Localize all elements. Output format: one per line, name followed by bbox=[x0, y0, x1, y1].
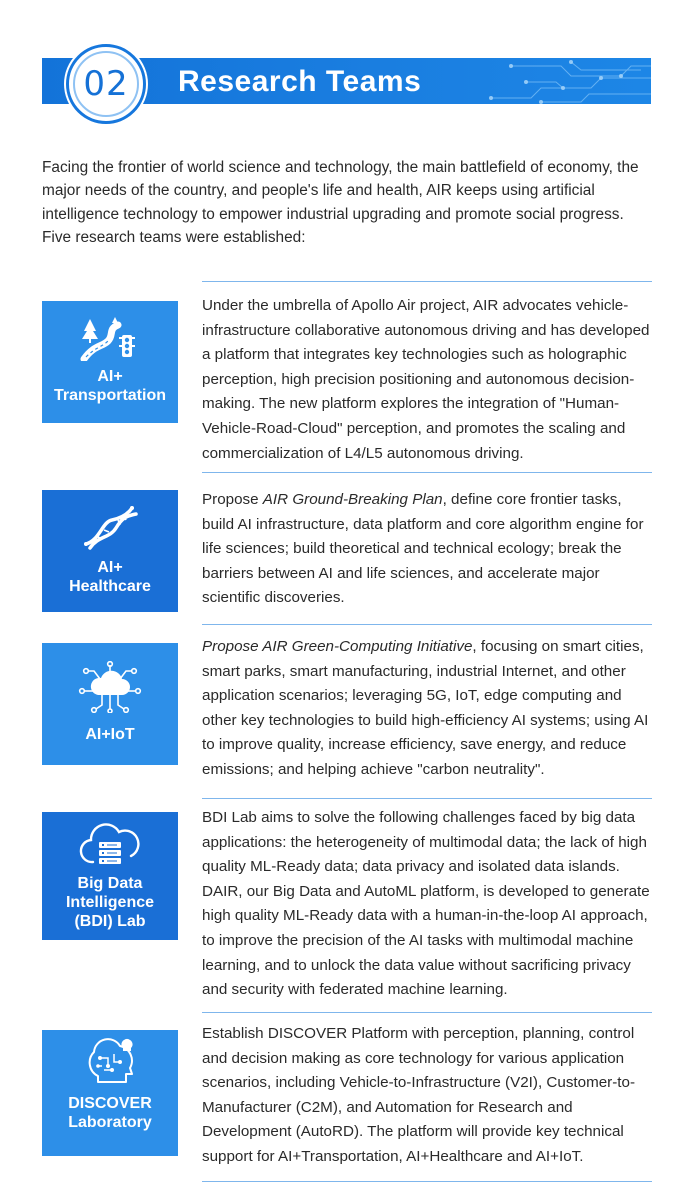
team-description-discover: Establish DISCOVER Platform with perception, planning, control and decision making as core technology for various application scenarios, including Vehicle-to-Infrastructure (V2I), Customer-to-Manufacturer (C2M), and Automation for Research and Development (AutoRD). The platform will provide key technical support for AI+Transportation, AI+Healthcare and AI+IoT. bbox=[202, 1025, 636, 1165]
team-description-iot: Propose AIR Green-Computing Initiative, focusing on smart cities, smart parks, smart manufacturing, industrial Internet, and other application scenarios; leveraging 5G, IoT, edge computing and other key technologies to build high-efficiency AI systems; using AI to improve quality, increase efficiency, save energy, and reduce emissions; and helping achieve "carbon neutrality". bbox=[202, 638, 649, 778]
team-label: Big Data Intelligence (BDI) Lab bbox=[65, 875, 155, 930]
team-description-bdi-lab: BDI Lab aims to solve the following challenges faced by big data applications: the heterogeneity of multimodal data; the lack of high quality ML-Ready data; data privacy and isolated data islands. DAIR, our Big Data and AutoML platform, is developed to generate high quality ML-Ready data with a human-in-the-loop AI approach, to improve the precision of the AI tasks with multimodal machine learning, and to unlock the data value without sacrificing privacy and security with federated machine learning. bbox=[202, 809, 650, 999]
divider bbox=[202, 281, 652, 282]
team-card-healthcare bbox=[42, 490, 178, 612]
section-number: 02 bbox=[83, 64, 129, 104]
divider bbox=[202, 1181, 652, 1182]
divider bbox=[202, 624, 652, 625]
brain-circuit-icon bbox=[80, 1038, 140, 1088]
section-number-badge bbox=[64, 42, 148, 126]
team-description-healthcare: Propose AIR Ground-Breaking Plan, define core frontier tasks, build AI infrastructure, data platform and core algorithm engine for life sciences; build theoretical and technical ecology; break the barriers between AI and life sciences, and accelerate major scientific discoveries. bbox=[202, 491, 644, 607]
circuit-pattern-icon bbox=[471, 58, 651, 104]
team-card-discover bbox=[42, 1030, 178, 1156]
divider bbox=[202, 798, 652, 799]
dna-icon bbox=[80, 504, 140, 552]
team-card-bdi-lab bbox=[42, 812, 178, 940]
team-card-transportation bbox=[42, 301, 178, 423]
team-card-iot bbox=[42, 643, 178, 765]
intro-paragraph: Facing the frontier of world science and technology, the main battlefield of economy, the major needs of the country, and people's life and health, AIR keeps using artificial intelligence technology to empower industrial upgrading and promote social progress. Five research teams were established: bbox=[42, 159, 639, 247]
team-label: AI+IoT bbox=[85, 726, 135, 743]
team-label: AI+ Healthcare bbox=[69, 559, 151, 595]
cloud-server-icon bbox=[79, 822, 141, 868]
autonomous-road-icon bbox=[78, 315, 142, 361]
cloud-network-icon bbox=[78, 661, 142, 713]
divider bbox=[202, 1012, 652, 1013]
team-label: DISCOVER Laboratory bbox=[68, 1095, 152, 1131]
divider bbox=[202, 472, 652, 473]
section-title: Research Teams bbox=[178, 65, 422, 98]
team-label: AI+ Transportation bbox=[53, 368, 166, 404]
team-description-transportation: Under the umbrella of Apollo Air project, AIR advocates vehicle-infrastructure collaborative autonomous driving and has developed a platform that integrates key technologies such as holographic perception, high precision positioning and autonomous decision-making. The new platform explores the integration of "Human-Vehicle-Road-Cloud" perception, and promotes the scaling and commercialization of L4/L5 autonomous driving. bbox=[202, 297, 650, 462]
